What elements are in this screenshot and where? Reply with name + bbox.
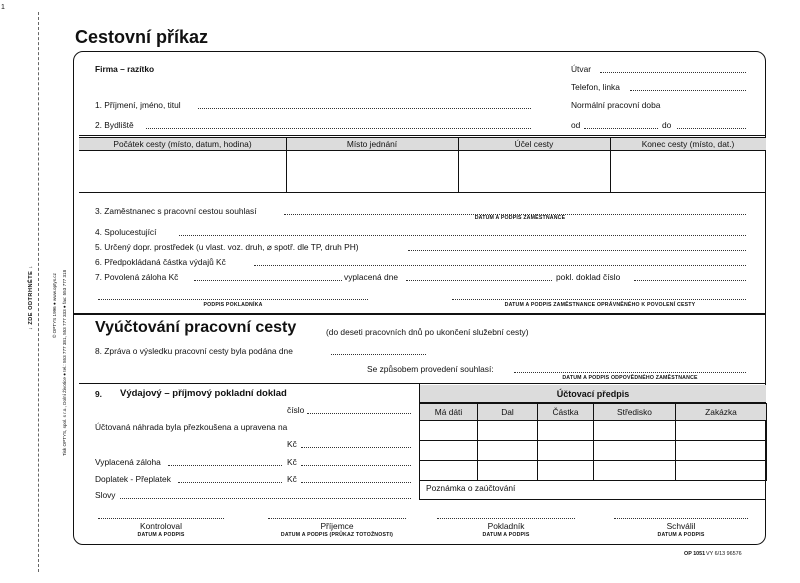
zpusob-label: Se způsobem provedení souhlasí: <box>367 364 494 374</box>
utvar-field[interactable] <box>600 72 746 73</box>
table-cell[interactable] <box>594 441 676 461</box>
form-code: OP 1051 <box>684 551 706 557</box>
prijemce-label: Příjemce <box>320 521 354 531</box>
do-field[interactable] <box>677 128 746 129</box>
grid-header-ucel: Účel cesty <box>514 139 554 149</box>
pokladnik-field[interactable] <box>437 518 575 519</box>
od-label: od <box>571 120 581 130</box>
grid-header-misto: Místo jednání <box>346 139 398 149</box>
uctovaci-title: Účtovací předpis <box>420 385 766 403</box>
bydliste-label: 2. Bydliště <box>95 120 134 130</box>
grid-header-konec: Konec cesty (místo, dat.) <box>641 139 735 149</box>
pokl-doklad-field[interactable] <box>634 280 746 281</box>
doplatek-label: Doplatek - Přeplatek <box>95 474 171 484</box>
section-separator <box>73 313 766 315</box>
pokladnik-caption: PODPIS POKLADNÍKA <box>203 302 263 308</box>
kontroloval-caption: DATUM A PODPIS <box>137 532 185 538</box>
table-cell[interactable] <box>676 421 767 441</box>
zprava-field[interactable] <box>331 354 426 355</box>
doplatek-field[interactable] <box>301 482 411 483</box>
pocatek-cell[interactable] <box>80 152 285 191</box>
col-stredisko: Středisko <box>594 404 676 421</box>
cislo-field[interactable] <box>307 413 411 414</box>
kc1-label: Kč <box>287 439 297 449</box>
table-cell[interactable] <box>420 421 478 441</box>
table-cell[interactable] <box>538 421 594 441</box>
prijmeni-field[interactable] <box>198 108 531 109</box>
col-castka: Částka <box>538 404 594 421</box>
ucel-cell[interactable] <box>459 152 609 191</box>
schvalil-label: Schválil <box>666 521 696 531</box>
grid-top-line <box>79 135 766 136</box>
uctovaci-table <box>419 403 767 481</box>
firma-label: Firma – razítko <box>95 64 155 74</box>
table-cell[interactable] <box>478 461 538 481</box>
schvalil-caption: DATUM A PODPIS <box>657 532 705 538</box>
form-version: VY 6/13 96576 <box>706 551 742 557</box>
pokl-doklad-label: pokl. doklad číslo <box>556 272 621 282</box>
konec-cell[interactable] <box>611 152 765 191</box>
prijemce-caption: DATUM A PODPIS (PRŮKAZ TOTOŽNOSTI) <box>280 532 394 538</box>
povolena-field[interactable] <box>194 280 342 281</box>
nahrada-label: Účtovaná náhrada byla přezkoušena a upravena na <box>95 422 288 432</box>
vyplacena-zaloha-field[interactable] <box>301 465 411 466</box>
predpokladana-field[interactable] <box>254 265 746 266</box>
table-cell[interactable] <box>594 461 676 481</box>
nahrada-field[interactable] <box>301 447 411 448</box>
table-row <box>420 461 767 481</box>
pokladni-title: Výdajový – příjmový pokladní doklad <box>120 388 287 399</box>
spolucestujici-label: 4. Spolucestující <box>95 227 157 237</box>
table-cell[interactable] <box>420 461 478 481</box>
prijmeni-label: 1. Příjmení, jméno, titul <box>95 100 181 110</box>
doplatek-dots <box>178 482 282 483</box>
table-header-row <box>420 404 767 421</box>
vyplacena-dne-label: vyplacená dne <box>344 272 399 282</box>
cislo-label: číslo <box>287 405 305 415</box>
table-cell[interactable] <box>676 461 767 481</box>
utvar-label: Útvar <box>571 64 592 74</box>
kc2-label: Kč <box>287 457 297 467</box>
slovy-label: Slovy <box>95 490 116 500</box>
vyplacena-dne-field[interactable] <box>406 280 552 281</box>
cut-here-label: ↓ ZDE ODTRHNĚTE ↓ <box>28 265 34 330</box>
od-field[interactable] <box>584 128 658 129</box>
poznamka-label: Poznámka o zaúčtování <box>426 483 516 493</box>
odpovedny-caption: DATUM A PODPIS ODPOVĚDNÉHO ZAMĚSTNANCE <box>562 375 698 381</box>
table-row <box>420 421 767 441</box>
col-dal: Dal <box>478 404 538 421</box>
grid-bottom-line <box>79 192 766 193</box>
table-cell[interactable] <box>594 421 676 441</box>
predpokladana-label: 6. Předpokládaná částka výdajů Kč <box>95 257 226 267</box>
pokladnik-sign-field[interactable] <box>98 299 368 300</box>
zprava-label: 8. Zpráva o výsledku pracovní cesty byla podána dne <box>95 346 293 356</box>
urceny-prostredek-field[interactable] <box>408 250 746 251</box>
copyright-text: © OPTYS 1996 ● www.optys.cz <box>52 273 57 338</box>
table-cell[interactable] <box>478 441 538 461</box>
printer-text: Tisk OPTYS, spol. s r.o., Dolní Životice ● tel.: 553 777 381, 553 777 333 ● fax: 553 777 318 <box>62 269 67 456</box>
vyplacena-zaloha-dots <box>168 465 282 466</box>
vyplacena-zaloha-label: Vyplacená záloha <box>95 457 161 467</box>
kc3-label: Kč <box>287 474 297 484</box>
table-cell[interactable] <box>538 441 594 461</box>
table-row <box>420 441 767 461</box>
zamestnanec-label: 3. Zaměstnanec s pracovní cestou souhlasí <box>95 206 257 216</box>
col-ma-dati: Má dáti <box>420 404 478 421</box>
grid-header-pocatek: Počátek cesty (místo, datum, hodina) <box>113 139 252 149</box>
opravneny-caption: DATUM A PODPIS ZAMĚSTNANCE OPRÁVNĚNÉHO K POVOLENÍ CESTY <box>504 302 696 308</box>
povolena-label: 7. Povolená záloha Kč <box>95 272 179 282</box>
do-label: do <box>662 120 672 130</box>
misto-cell[interactable] <box>287 152 457 191</box>
vyuctovani-subtitle: (do deseti pracovních dnů po ukončení služební cesty) <box>326 327 529 337</box>
normalni-doba-label: Normální pracovní doba <box>571 100 661 110</box>
page-title: Cestovní příkaz <box>75 27 209 47</box>
zpusob-field[interactable] <box>514 372 746 373</box>
edge-mark: 1 <box>1 4 5 11</box>
table-cell[interactable] <box>420 441 478 461</box>
spolucestujici-field[interactable] <box>179 235 746 236</box>
vyuctovani-title: Vyúčtování pracovní cesty <box>95 319 297 336</box>
tear-line <box>38 12 39 572</box>
prijemce-field[interactable] <box>268 518 406 519</box>
pokladnik-sign-caption: DATUM A PODPIS <box>482 532 530 538</box>
pokladnik-label: Pokladník <box>487 521 525 531</box>
bydliste-field[interactable] <box>146 128 531 129</box>
telefon-field[interactable] <box>630 90 746 91</box>
table-cell[interactable] <box>478 421 538 441</box>
schvalil-field[interactable] <box>614 518 748 519</box>
opravneny-sign-field[interactable] <box>452 299 746 300</box>
zamestnanec-caption: DATUM A PODPIS ZAMĚSTNANCE <box>474 215 566 221</box>
uctovaci-bottom-line <box>419 499 766 500</box>
kontroloval-label: Kontroloval <box>140 521 182 531</box>
pokladni-num: 9. <box>95 389 102 399</box>
table-cell[interactable] <box>676 441 767 461</box>
kontroloval-field[interactable] <box>98 518 224 519</box>
table-cell[interactable] <box>538 461 594 481</box>
urceny-prostredek-label: 5. Určený dopr. prostředek (u vlast. voz. druh, ⌀ spotř. dle TP, druh PH) <box>95 242 359 252</box>
col-zakazka: Zakázka <box>676 404 767 421</box>
slovy-field[interactable] <box>120 498 411 499</box>
telefon-label: Telefon, linka <box>571 82 620 92</box>
